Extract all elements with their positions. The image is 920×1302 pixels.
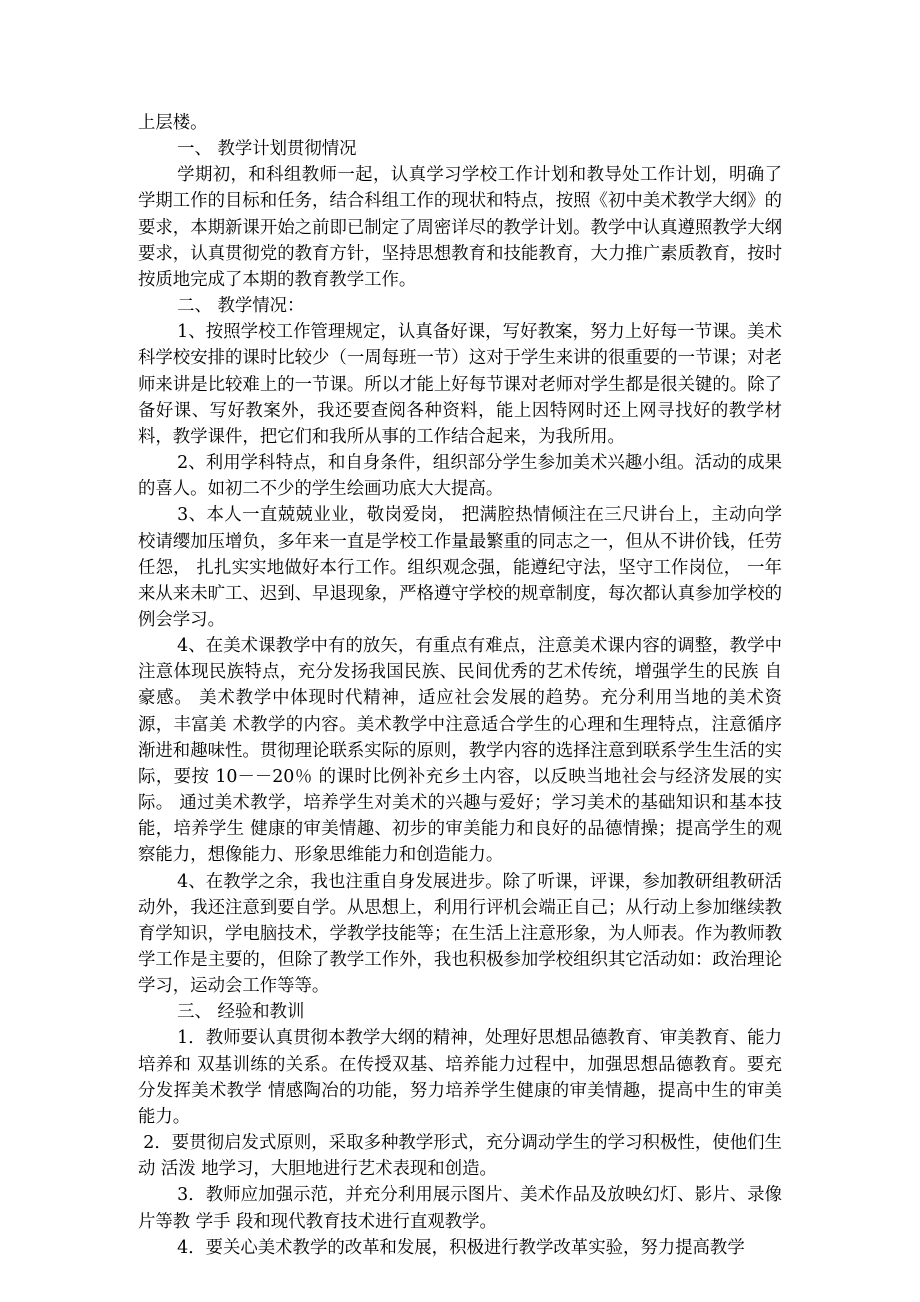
paragraph-item-4b: 4、在教学之余，我也注重自身发展进步。除了听课，评课，参加教研组教研活动外，我还注意到要自学。从思想上，利用行评机会端正自己；从行动上参加继续教育学知识，学电脑技术，学教学技能等；在生活上注意形象，为人师表。作为教师教学工作是主要的，但除了教学工作外，我也积极参加学校组织其它活动如：政治理论学习，运动会工作等等。 xyxy=(138,871,782,997)
section-heading-3: 三、 经验和教训 xyxy=(177,1002,305,1023)
section-heading-2: 二、 教学情况： xyxy=(177,296,305,317)
paragraph-item-2: 2、利用学科特点，和自身条件，组织部分学生参加美术兴趣小组。活动的成果的喜人。如初二不少的学生绘画功底大大提高。 xyxy=(138,453,782,500)
paragraph-continuation: 上层楼。 xyxy=(138,113,208,133)
paragraph-plan: 学期初，和科组教师一起，认真学习学校工作计划和教导处工作计划，明确了学期工作的目标和任务，结合科组工作的现状和特点，按照《初中美术教学大纲》的要求，本期新课开始之前即已制定了周密详尽的教学计划。教学中认真遵照教学大纲要求，认真贯彻党的教育方针，坚持思想教育和技能教育，大力推广素质教育，按时按质地完成了本期的教育教学工作。 xyxy=(138,165,782,290)
paragraph-lesson-2: 2．要贯彻启发式原则，采取多种教学形式，充分调动学生的学习积极性，使他们生动 活泼 地学习，大胆地进行艺术表现和创造。 xyxy=(138,1133,782,1180)
paragraph-lesson-3: 3．教师应加强示范，并充分利用展示图片、美术作品及放映幻灯、影片、录像片等教 学手 段和现代教育技术进行直观教学。 xyxy=(138,1185,782,1232)
section-heading-1: 一、 教学计划贯彻情况 xyxy=(177,139,357,160)
paragraph-lesson-4: 4．要关心美术教学的改革和发展，积极进行教学改革实验，努力提高教学 xyxy=(177,1237,745,1258)
paragraph-lesson-1: 1．教师要认真贯彻本教学大纲的精神，处理好思想品德教育、审美教育、能力培养和 双基训练的关系。在传授双基、培养能力过程中，加强思想品德教育。要充分发挥美术教学 情感陶冶的功能，努力培养学生健康的审美情趣，提高中生的审美能力。 xyxy=(138,1028,782,1127)
paragraph-item-4: 4、在美术课教学中有的放矢，有重点有难点，注意美术课内容的调整，教学中注意体现民族特点，充分发扬我国民族、民间优秀的艺术传统，增强学生的民族 自豪感。 美术教学中体现时代精神，适应社会发展的趋势。充分利用当地的美术资源，丰富美 术教学的内容。美术教学中注意适合学生的心理和生理特点，注意循序渐进和趣味性。贯彻理论联系实际的原则，教学内容的选择注意到联系学生生活的实际，要按 10－－20％ 的课时比例补充乡土内容，以反映当地社会与经济发展的实际。 通过美术教学，培养学生对美术的兴趣与爱好；学习美术的基础知识和基本技能，培养学生 健康的审美情趣、初步的审美能力和良好的品德情操；提高学生的观察能力，想像能力、形象思维能力和创造能力。 xyxy=(138,636,782,866)
paragraph-item-1: 1、按照学校工作管理规定，认真备好课，写好教案，努力上好每一节课。美术科学校安排的课时比较少（一周每班一节）这对于学生来讲的很重要的一节课；对老师来讲是比较难上的一节课。所以才能上好每节课对老师对学生都是很关键的。除了备好课、写好教案外，我还要查阅各种资料，能上因特网时还上网寻找好的教学材料，教学课件，把它们和我所从事的工作结合起来，为我所用。 xyxy=(138,322,782,447)
paragraph-item-3: 3、本人一直兢兢业业，敬岗爱岗， 把满腔热情倾注在三尺讲台上，主动向学校请缨加压增负，多年来一直是学校工作量最繁重的同志之一，但从不讲价钱，任劳任怨， 扎扎实实地做好本行工作。组织观念强，能遵纪守法，坚守工作岗位， 一年来从来未旷工、迟到、早退现象，严格遵守学校的规章制度，每次都认真参加学校的例会学习。 xyxy=(138,505,782,630)
document-body xyxy=(138,110,782,1261)
